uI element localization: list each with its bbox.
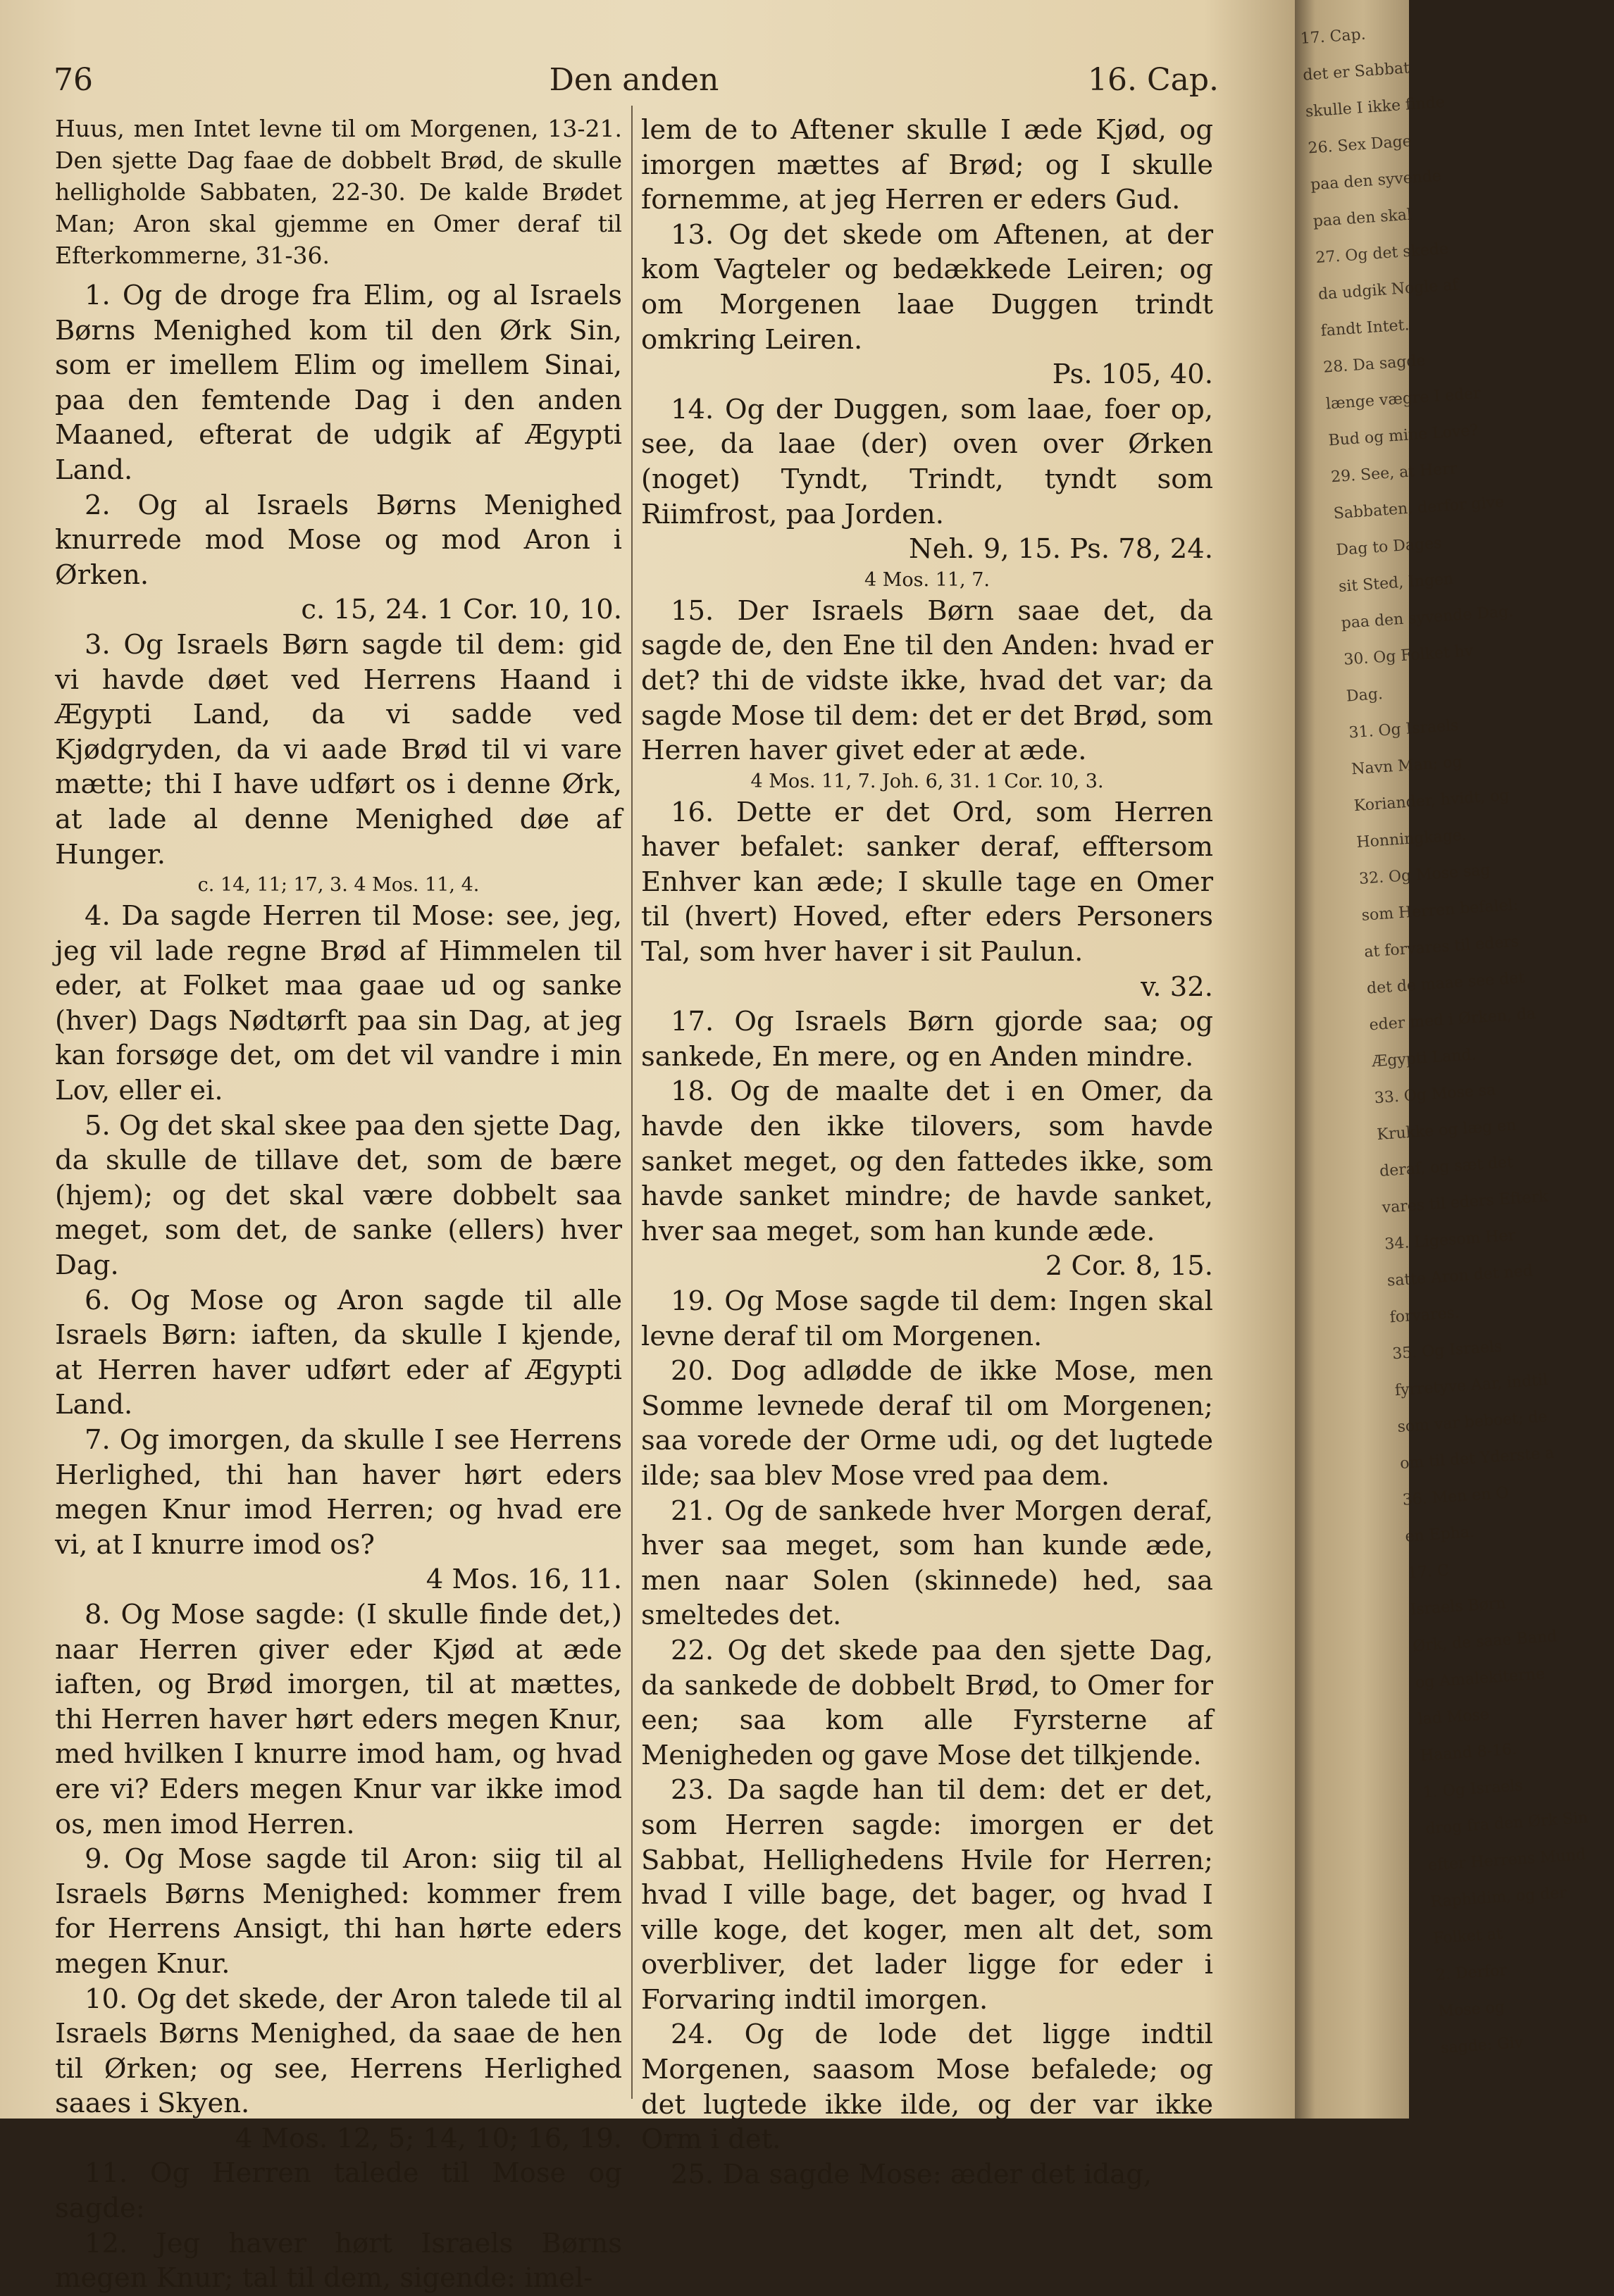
- adjacent-page-edge: [1295, 0, 1589, 2119]
- adjacent-page-fragment: forvares.: [1389, 1304, 1460, 1327]
- adjacent-page-fragment: deraf, og sæt det: [1379, 1153, 1514, 1180]
- footnote-reference: 4 Mos. 11, 7.: [864, 568, 990, 591]
- running-title: Den anden: [549, 62, 719, 98]
- adjacent-page-fragment: Dag to Dages: [1335, 534, 1443, 560]
- adjacent-page-fragment: Krukke og læg en: [1376, 1116, 1517, 1144]
- adjacent-page-fragment: en Epha.: [1404, 1523, 1475, 1546]
- adjacent-page-fragment: paa den syvende: [1310, 167, 1442, 194]
- adjacent-page-fragment: 34. Ligesom Her: [1384, 1226, 1516, 1254]
- adjacent-page-fragment: 26. Sex Dage: [1307, 132, 1413, 158]
- verse-paragraph: 22. Og det skede paa den sjette Dag, da sankede de dobbelt Brød, to Omer for een; saa kom alle Fyrsterne af Menigheden og gave Mose det tilkjende.: [641, 1634, 1213, 1771]
- adjacent-page-fragment: Ægypti Land.: [1371, 1046, 1477, 1071]
- verse-paragraph: 16. Dette er det Ord, som Herren haver befalet: sanker deraf, efftersom Enhver kan æde; I skulle tage en Omer til (hvert) Hoved, efter eders Personers Tal, som hver haver i sit Paulun.: [641, 796, 1213, 968]
- adjacent-page-text: [1299, 14, 1589, 2067]
- adjacent-page-fragment: længe vægre I eder: [1325, 385, 1482, 413]
- page-number: 76: [54, 62, 93, 98]
- adjacent-page-fragment: drog fra den Ørk Sin: [1424, 1809, 1589, 1838]
- adjacent-page-fragment: Koriander, hvidt, og: [1353, 786, 1510, 816]
- adjacent-page-fragment: Ørk, de saae Band: [1412, 1628, 1558, 1656]
- adjacent-page-fragment: at forvares til eders: [1363, 932, 1520, 961]
- adjacent-page-fragment: satte Aron det ned: [1386, 1262, 1534, 1290]
- adjacent-page-fragment: 17. C: [1407, 1561, 1450, 1583]
- right-column: [641, 113, 1213, 2192]
- cross-reference: Neh. 9, 15. Ps. 78, 24.: [909, 533, 1213, 566]
- adjacent-page-fragment: 1. Og Israels: [1422, 1776, 1524, 1802]
- adjacent-page-fragment: 30. Og Folket hv: [1343, 642, 1475, 669]
- cross-reference: 4 Mos. 12, 5; 14, 10; 16, 19.: [235, 2122, 622, 2154]
- adjacent-page-fragment: paa den skal: [1312, 206, 1413, 231]
- verse-paragraph: 1. Og de droge fra Elim, og al Israels Børns Menighed kom til den Ørk Sin, som er imellem Elim og imellem Sinai, paa den femtende Dag i den anden Maaned, efterat de udgik af Ægypti Land.: [55, 280, 622, 486]
- verse-paragraph: 14. Og der Duggen, som laae, foer op, see, da laae (der) oven over Ørken (noget) Tyndt, Trindt, tyndt som Riimfrost, paa Jorden.: [641, 393, 1213, 530]
- footnote-reference: 4 Mos. 11, 7. Joh. 6, 31. 1 Cor. 10, 3.: [750, 770, 1104, 792]
- adjacent-page-fragment: som Herren befalel:: [1360, 896, 1519, 925]
- adjacent-page-fragment: sagde: Giv: [1440, 2033, 1524, 2057]
- adjacent-page-fragment: vares til eders Efterk: [1381, 1187, 1549, 1217]
- adjacent-page-fragment: Israels Børn: [1409, 1595, 1507, 1619]
- cross-reference: 2 Cor. 8, 15.: [1045, 1250, 1213, 1283]
- adjacent-page-fragment: Folket at: [1432, 1925, 1503, 1948]
- adjacent-page-fragment: fyrretyve Aar, indtil: [1394, 1371, 1548, 1400]
- adjacent-page-fragment: Dag.: [1346, 685, 1384, 706]
- verse-paragraph: 25. Da sagde Mose: æder det idag,: [671, 2158, 1153, 2190]
- adjacent-page-fragment: Mose og: [1437, 1998, 1506, 2021]
- adjacent-page-fragment: om til det Yderste a: [1399, 1444, 1555, 1473]
- adjacent-page-fragment: 36. Men en O: [1402, 1484, 1510, 1509]
- adjacent-page-fragment: 35. Og Israels: [1391, 1337, 1503, 1364]
- adjacent-page-fragment: efter Herrens Mund: [1427, 1845, 1587, 1875]
- left-column: [55, 113, 622, 2296]
- cross-reference: v. 32.: [1141, 971, 1213, 1003]
- verse-paragraph: 7. Og imorgen, da skulle I see Herrens Herlighed, thi han haver hørt eders megen Knur imod Herren; og hvad ere vi, at I knurre imod os?: [55, 1424, 622, 1561]
- verse-paragraph: 12. Jeg haver hørt Israels Børns megen Knur; tal til dem, sigende: imel-: [55, 2227, 622, 2295]
- page-header: [49, 62, 1219, 111]
- adjacent-page-fragment: 27. Og det skede: [1315, 240, 1449, 268]
- cross-reference: Ps. 105, 40.: [1052, 358, 1213, 391]
- adjacent-page-fragment: fandt Intet.: [1320, 316, 1410, 340]
- verse-paragraph: 3. Og Israels Børn sagde til dem: gid vi havde døet ved Herrens Haand i Ægypti Land, da vi sadde ved Kjødgryden, da vi aade Brød til vi vare mætte; thi I have udført os i denne Ørk, at lade al denne Menighed døe af Hunger.: [55, 628, 622, 871]
- verse-paragraph: 8. Og Mose sagde: (I skulle finde det,) naar Herren giver eder Kjød at æde iaften, og Brød imorgen, til at mættes, thi Herren haver hørt eders megen Knur, med hvilken I knurre imod ham, og hvad ere vi? Eders megen Knur var ikke imod os, men imod Herren.: [55, 1598, 622, 1840]
- adjacent-page-fragment: som var beboet; de: [1396, 1408, 1548, 1437]
- verse-paragraph: 10. Og det skede, der Aron talede til al Israels Børns Menighed, da saae de hen til Ørken; og see, Herrens Herlighed saaes i Skyen.: [55, 1983, 622, 2120]
- verse-paragraph: 6. Og Mose og Aron sagde til alle Israels Børn: iaften, da skulle I kjende, at Herren haver udført eder af Ægypti Land.: [55, 1284, 622, 1421]
- verse-paragraph: 9. Og Mose sagde til Aron: siig til al Israels Børns Menighed: kommer frem for Herrens Ansigt, thi han hørte eders megen Knur.: [55, 1843, 622, 1980]
- adjacent-page-fragment: 17. Cap.: [1299, 25, 1367, 48]
- verse-paragraph: 23. Da sagde han til dem: det er det, som Herren sagde: imorgen er det Sabbat, Hellighedens Hvile for Herren; hvad I ville bage, det bager, og hvad I ville koge, det koger, men alt det, som overbliver, det lader ligge for eder i Forvaring indtil imorgen.: [641, 1774, 1213, 2016]
- adjacent-page-fragment: paa den syvende Dag.: [1340, 602, 1514, 632]
- adjacent-page-fragment: det de maae see det: [1366, 969, 1525, 998]
- adjacent-page-fragment: Honningkage.: [1355, 826, 1467, 852]
- adjacent-page-fragment: det er Sabbat: [1302, 59, 1410, 85]
- verse-paragraph: 20. Dog adlødde de ikke Mose, men Somme levnede deraf til om Morgenen; saa vorede der Orme udi, og det lugtede ilde; saa blev Mose vred paa dem.: [641, 1355, 1213, 1492]
- adjacent-page-fragment: Haand 8-16.: [1420, 1740, 1517, 1765]
- adjacent-page-fragment: 28. Da sagde: [1322, 351, 1427, 377]
- footnote-reference: c. 14, 11; 17, 3. 4 Mos. 11, 4.: [197, 874, 480, 897]
- chapter-summary: Huus, men Intet levne til om Morgenen, 13-21. Den sjette Dag faae de dobbelt Brød, de skulle helligholde Sabbaten, 22-30. De kalde Brødet Man; Aron skal gjemme en Omer deraf til Efterkommerne, 31-36.: [55, 115, 622, 269]
- adjacent-page-fragment: 33. Og Mose sa: [1374, 1081, 1497, 1108]
- verse-paragraph: 5. Og det skal skee paa den sjette Dag, da skulle de tillave det, som de bære (hjem); og det skal være dobbelt saa meget, som det, de sanke (ellers) hver Dag.: [55, 1109, 622, 1282]
- cross-reference: 4 Mos. 16, 11.: [426, 1564, 622, 1596]
- verse-paragraph: 13. Og det skede om Aftenen, at der kom Vagteler og bedækkede Leiren; og om Morgenen laae Duggen trindt omkring Leiren.: [641, 218, 1213, 356]
- verse-paragraph: 18. Og de maalte det i en Omer, da havde den ikke tilovers, som havde sanket meget, og den fattedes ikke, som havde sanket mindre; de havde sanket, hver saa meget, som han kunde æde.: [641, 1075, 1213, 1247]
- verse-paragraph: 21. Og de sankede hver Morgen deraf, hver saa meget, som han kunde æde, men naar Solen (skinnede) hed, saa smeltedes det.: [641, 1495, 1213, 1632]
- adjacent-page-fragment: 32. Og Mose sag: [1358, 861, 1491, 888]
- verse-paragraph: 11. Og Herren talede til Mose og sagde:: [55, 2157, 622, 2225]
- adjacent-page-fragment: skulle I ikke finde: [1305, 93, 1446, 121]
- chapter-label: 16. Cap.: [1087, 62, 1219, 98]
- adjacent-page-fragment: 2. Derfor: [1435, 1961, 1508, 1985]
- adjacent-page-fragment: da udgik Nogle af: [1317, 276, 1459, 304]
- adjacent-page-fragment: sit Sted, Ingen: [1338, 570, 1454, 597]
- column-divider: [631, 106, 633, 2099]
- adjacent-page-fragment: Raphidim, og der: [1429, 1884, 1568, 1911]
- adjacent-page-fragment: eder med i Ørken, da: [1368, 1005, 1537, 1035]
- verse-paragraph: 15. Der Israels Børn saae det, da sagde de, den Ene til den Anden: hvad er det? thi de vidste ikke, hvad det var; da sagde Mose til dem: det er det Brød, som Herren haver givet eder at æde.: [641, 594, 1213, 767]
- cross-reference: c. 15, 24. 1 Cor. 10, 10.: [301, 594, 622, 626]
- adjacent-page-fragment: 29. See, at Herr: [1330, 459, 1458, 487]
- adjacent-page-fragment: Sabbaten, derfor give: [1333, 493, 1505, 523]
- adjacent-page-fragment: og Amalekiterne: [1415, 1665, 1546, 1692]
- verse-paragraph: 2. Og al Israels Børns Menighed knurrede mod Mose og mod Aron i Ørken.: [55, 489, 622, 591]
- verse-paragraph: 24. Og de lode det ligge indtil Morgenen, saasom Mose befalede; og det lugtede ikke ilde, og der var ikke Orm i det.: [641, 2019, 1213, 2156]
- adjacent-page-fragment: Bud og mine Love?: [1327, 421, 1479, 450]
- verse-paragraph: 17. Og Israels Børn gjorde saa; og sankede, En mere, og en Anden mindre.: [641, 1006, 1213, 1073]
- verse-paragraph: 19. Og Mose sagde til dem: Ingen skal levne deraf til om Morgenen.: [641, 1285, 1213, 1352]
- adjacent-page-fragment: lad Mose: [1417, 1706, 1490, 1729]
- verse-paragraph: 4. Da sagde Herren til Mose: see, jeg, jeg vil lade regne Brød af Himmelen til eder, at Folket maa gaae ud og sanke (hver) Dags Nødtørft paa sin Dag, at jeg kan forsøge det, om det vil vandre i min Lov, eller ei.: [55, 900, 622, 1107]
- adjacent-page-fragment: 31. Og Israels: [1348, 716, 1460, 742]
- adjacent-page-fragment: Navn Man; og: [1351, 753, 1463, 779]
- continued-text: lem de to Aftener skulle I æde Kjød, og imorgen mættes af Brød; og I skulle fornemme, at jeg Herren er eders Gud.: [641, 114, 1213, 216]
